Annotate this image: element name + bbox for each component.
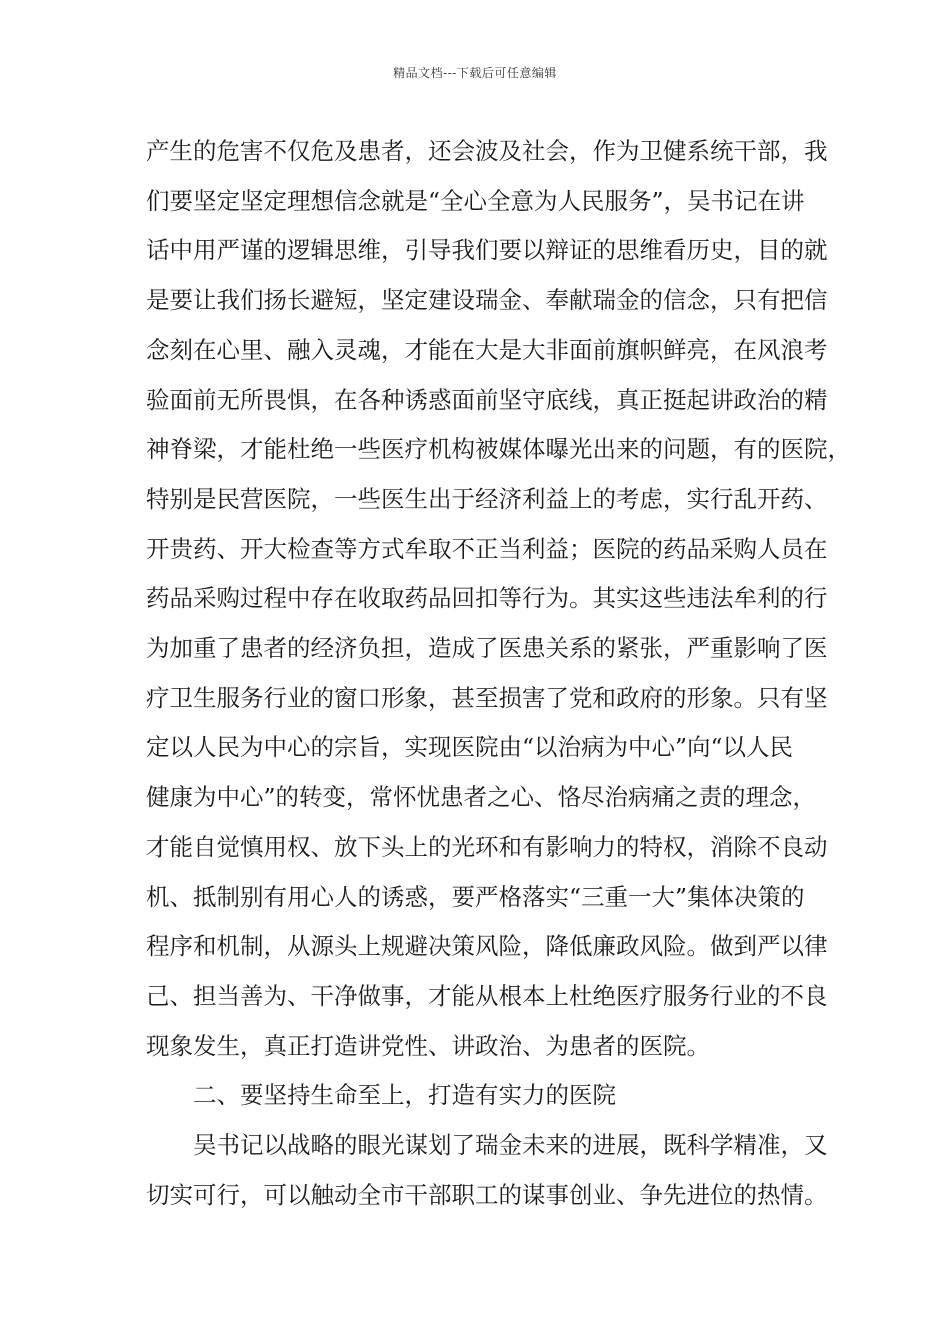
text-line: 是要让我们扬长避短，坚定建设瑞金、奉献瑞金的信念，只有把信 bbox=[146, 286, 828, 315]
document-body bbox=[146, 127, 851, 1220]
text-line: 吴书记以战略的眼光谋划了瑞金未来的进展，既科学精准，又 bbox=[193, 1131, 828, 1160]
text-line: 定以人民为中心的宗旨，实现医院由“以治病为中心”向“以人民 bbox=[146, 733, 794, 762]
text-line: 特别是民营医院，一些医生出于经济利益上的考虑，实行乱开药、 bbox=[146, 484, 828, 513]
text-line: 产生的危害不仅危及患者，还会波及社会，作为卫健系统干部，我 bbox=[146, 137, 828, 165]
text-line: 疗卫生服务行业的窗口形象，甚至损害了党和政府的形象。只有坚 bbox=[146, 683, 828, 712]
text-line: 程序和机制，从源头上规避决策风险，降低廉政风险。做到严以律 bbox=[146, 932, 828, 961]
paragraph-3 bbox=[146, 1121, 828, 1220]
page-header: 精品文档---下载后可任意编辑 bbox=[393, 66, 557, 80]
text-line: 才能自觉慎用权、放下头上的光环和有影响力的特权，消除不良动 bbox=[146, 832, 828, 861]
section-heading bbox=[146, 1071, 822, 1121]
text-line: 验面前无所畏惧，在各种诱惑面前坚守底线，真正挺起讲政治的精 bbox=[146, 385, 828, 414]
text-line: 药品采购过程中存在收取药品回扣等行为。其实这些违法牟利的行 bbox=[146, 584, 828, 613]
section-heading-text: 二、要坚持生命至上，打造有实力的医院 bbox=[193, 1081, 616, 1110]
text-line: 健康为中心”的转变，常怀忧患者之心、恪尽治病痛之责的理念， bbox=[146, 783, 817, 812]
text-line: 切实可行，可以触动全市干部职工的谋事创业、争先进位的热情。 bbox=[146, 1180, 828, 1209]
paragraph-1 bbox=[146, 127, 851, 1071]
text-line: 们要坚定坚定理想信念就是“全心全意为人民服务”，吴书记在讲 bbox=[146, 186, 805, 215]
text-line: 念刻在心里、融入灵魂，才能在大是大非面前旗帜鲜亮，在风浪考 bbox=[146, 335, 828, 364]
text-line: 现象发生，真正打造讲党性、讲政治、为患者的医院。 bbox=[146, 1031, 710, 1060]
text-line: 为加重了患者的经济负担，造成了医患关系的紧张，严重影响了医 bbox=[146, 634, 828, 663]
text-line: 神脊梁，才能杜绝一些医疗机构被媒体曝光出来的问题，有的医院， bbox=[146, 435, 851, 464]
text-line: 话中用严谨的逻辑思维，引导我们要以辩证的思维看历史，目的就 bbox=[146, 236, 828, 265]
text-line: 开贵药、开大检查等方式牟取不正当利益；医院的药品采购人员在 bbox=[146, 534, 828, 563]
text-line: 机、抵制别有用心人的诱惑，要严格落实“三重一大”集体决策的 bbox=[146, 882, 805, 911]
text-line: 己、担当善为、干净做事，才能从根本上杜绝医疗服务行业的不良 bbox=[146, 981, 828, 1010]
